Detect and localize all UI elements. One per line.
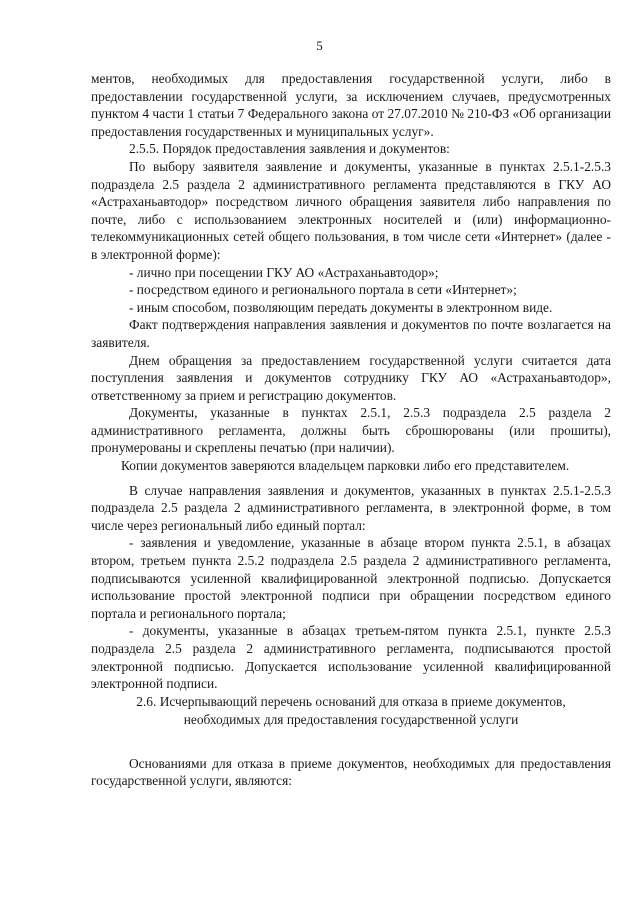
paragraph-submission-options: По выбору заявителя заявление и документы, указанные в пунктах 2.5.1-2.5.3 подраздела 2.5 раздела 2 административного регламента представляются в ГКУ АО «Астраханьавтодор» посредством личного обращения заявителя либо направления по почте, либо с использованием электронных носителей и (или) информационно-телекоммуникационных сетей общего пользования, в том числе сети «Интернет» (далее - в электронной форме):: [91, 158, 611, 262]
paragraph-application-date: Днем обращения за предоставлением государственной услуги считается дата поступления заявления и документов сотруднику ГКУ АО «Астраханьавтодор», ответственному за прием и регистрацию документов.: [91, 352, 611, 403]
paragraph-mail-confirmation: Факт подтверждения направления заявления и документов по почте возлагается на заявителя.: [91, 317, 611, 350]
list-item-in-person: - лично при посещении ГКУ АО «Астраханьавтодор»;: [129, 264, 439, 280]
paragraph-copies-certification: Копии документов заверяются владельцем парковки либо его представителем.: [121, 458, 570, 474]
section-heading-2-6: [91, 693, 611, 729]
paragraph-electronic-submission: В случае направления заявления и документов, указанных в пунктах 2.5.1-2.5.3 подраздела 2.5 раздела 2 административного регламента, в электронной форме, в том числе через региональный либо единый портал:: [91, 482, 611, 533]
list-item-other-method: - иным способом, позволяющим передать документы в электронном виде.: [129, 299, 553, 315]
list-item-qualified-signature: - заявления и уведомление, указанные в абзаце втором пункта 2.5.1, в абзацах втором, третьем пункта 2.5.2 подраздела 2.5 раздела 2 административного регламента, подписываются усиленной квалифицированной электронной подписью. Допускается использование простой электронной подписи при обращении посредством единого портала и регионального портала;: [91, 535, 611, 621]
list-item-simple-signature: - документы, указанные в абзацах третьем-пятом пункта 2.5.1, пункте 2.5.3 подраздела 2.5 раздела 2 административного регламента, подписываются простой электронной подписью. Допускается использование усиленной квалифицированной электронной подписи.: [91, 623, 611, 692]
page-number: 5: [316, 38, 323, 53]
paragraph-2-5-5-heading: 2.5.5. Порядок предоставления заявления и документов:: [129, 141, 450, 157]
paragraph-refusal-grounds: Основаниями для отказа в приеме документов, необходимых для предоставления государственной услуги, являются:: [91, 755, 611, 789]
paragraph-continuation: ментов, необходимых для предоставления государственной услуги, либо в предоставлении государственной услуги, за исключением случаев, предусмотренных пунктом 4 части 1 статьи 7 Федерального закона от 27.07.2010 № 210-ФЗ «Об организации предоставления государственных и муниципальных услуг».: [91, 71, 611, 139]
section-heading-line-1: 2.6. Исчерпывающий перечень оснований для отказа в приеме документов,: [136, 693, 566, 709]
list-item-portal: - посредством единого и регионального портала в сети «Интернет»;: [129, 282, 517, 298]
document-body: [91, 70, 611, 790]
section-heading-line-2: необходимых для предоставления государственной услуги: [183, 711, 519, 727]
paragraph-document-binding: Документы, указанные в пунктах 2.5.1, 2.5.3 подраздела 2.5 раздела 2 административного регламента, должны быть сброшюрованы (или прошиты), пронумерованы и скреплены печатью (при наличии).: [91, 405, 611, 456]
